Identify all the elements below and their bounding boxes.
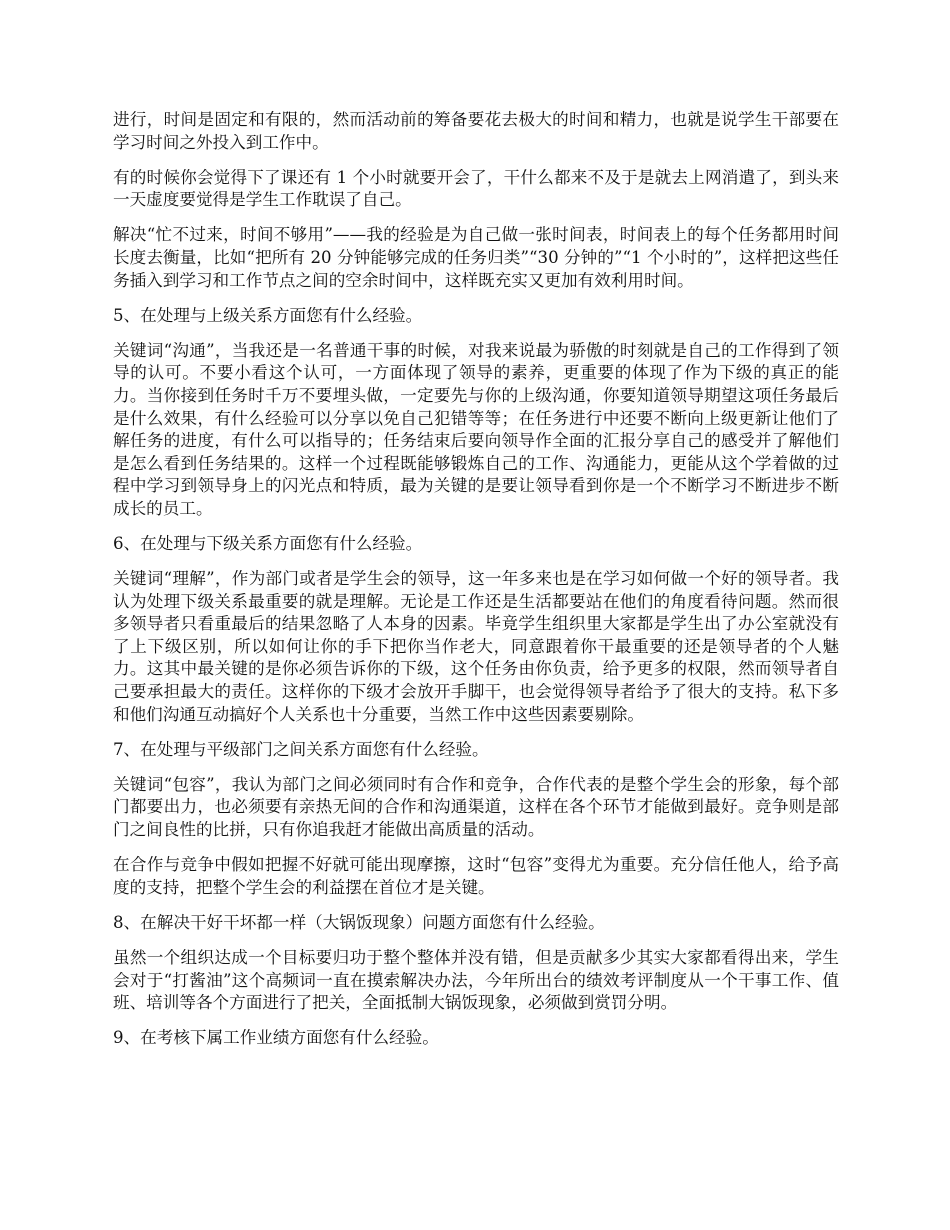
question-heading-7: 7、在处理与平级部门之间关系方面您有什么经验。 <box>113 739 489 759</box>
paragraph-tolerance: 关键词“包容”，我认为部门之间必须同时有合作和竞争，合作代表的是整个学生会的形象，每个部门都要出力，也必须要有亲热无间的合作和沟通渠道，这样在各个环节才能做到最好。竞争则是部门之间良性的比拼，只有你追我赶才能做出高质量的活动。 <box>113 774 839 840</box>
document-page <box>113 109 839 1062</box>
question-heading-9: 9、在考核下属工作业绩方面您有什么经验。 <box>113 1028 439 1048</box>
paragraph-time-allocation: 进行，时间是固定和有限的，然而活动前的筹备要花去极大的时间和精力，也就是说学生干部要在学习时间之外投入到工作中。 <box>113 110 839 152</box>
paragraph-understanding: 关键词“理解”，作为部门或者是学生会的领导，这一年多来也是在学习如何做一个好的领导者。我认为处理下级关系最重要的就是理解。无论是工作还是生活都要站在他们的角度看待问题。然而很多领导者只看重最后的结果忽略了人本身的因素。毕竟学生组织里大家都是学生出了办公室就没有了上下级区别，所以如何让你的手下把你当作老大，同意跟着你干最重要的还是领导者的个人魅力。这其中最关键的是你必须告诉你的下级，这个任务由你负责，给予更多的权限，然而领导者自己要承担最大的责任。这样你的下级才会放开手脚干，也会觉得领导者给予了很大的支持。私下多和他们沟通互动搞好个人关系也十分重要，当然工作中这些因素要剔除。 <box>113 569 839 724</box>
paragraph-communication: 关键词“沟通”，当我还是一名普通干事的时候，对我来说最为骄傲的时刻就是自己的工作得到了领导的认可。不要小看这个认可，一方面体现了领导的素养，更重要的体现了作为下级的真正的能力。当你接到任务时千万不要埋头做，一定要先与你的上级沟通，你要知道领导期望这项任务最后是什么效果，有什么经验可以分享以免自己犯错等等；在任务进行中还要不断向上级更新让他们了解任务的进度，有什么可以指导的；任务结束后要向领导作全面的汇报分享自己的感受并了解他们是怎么看到任务结果的。这样一个过程既能够锻炼自己的工作、沟通能力，更能从这个学着做的过程中学习到领导身上的闪光点和特质，最为关键的是要让领导看到你是一个不断学习不断进步不断成长的员工。 <box>113 340 839 518</box>
question-heading-6: 6、在处理与下级关系方面您有什么经验。 <box>113 534 423 553</box>
question-heading-5: 5、在处理与上级关系方面您有什么经验。 <box>113 305 423 325</box>
paragraph-cooperation: 在合作与竞争中假如把握不好就可能出现摩擦，这时“包容”变得尤为重要。充分信任他人，给予高度的支持，把整个学生会的利益摆在首位才是关键。 <box>113 855 839 897</box>
paragraph-performance-system: 虽然一个组织达成一个目标要归功于整个整体并没有错，但是贡献多少其实大家都看得出来，学生会对于“打酱油”这个高频词一直在摸索解决办法，今年所出台的绩效考评制度从一个干事工作、值班、培训等各个方面进行了把关，全面抵制大锅饭现象，必须做到赏罚分明。 <box>113 947 839 1013</box>
question-heading-8: 8、在解决干好干坏都一样（大锅饭现象）问题方面您有什么经验。 <box>113 912 605 932</box>
paragraph-procrastination: 有的时候你会觉得下了课还有 1 个小时就要开会了，干什么都来不及于是就去上网消遣了，到头来一天虚度要觉得是学生工作耽误了自己。 <box>113 167 839 210</box>
paragraph-time-table: 解决“忙不过来，时间不够用”——我的经验是为自己做一张时间表，时间表上的每个任务都用时间长度去衡量，比如“把所有 20 分钟能够完成的任务归类”“30 分钟的”“1 个小时的”，这样把这些任务插入到学习和工作节点之间的空余时间中，这样既充实又更加有效利用时间。 <box>113 225 839 290</box>
